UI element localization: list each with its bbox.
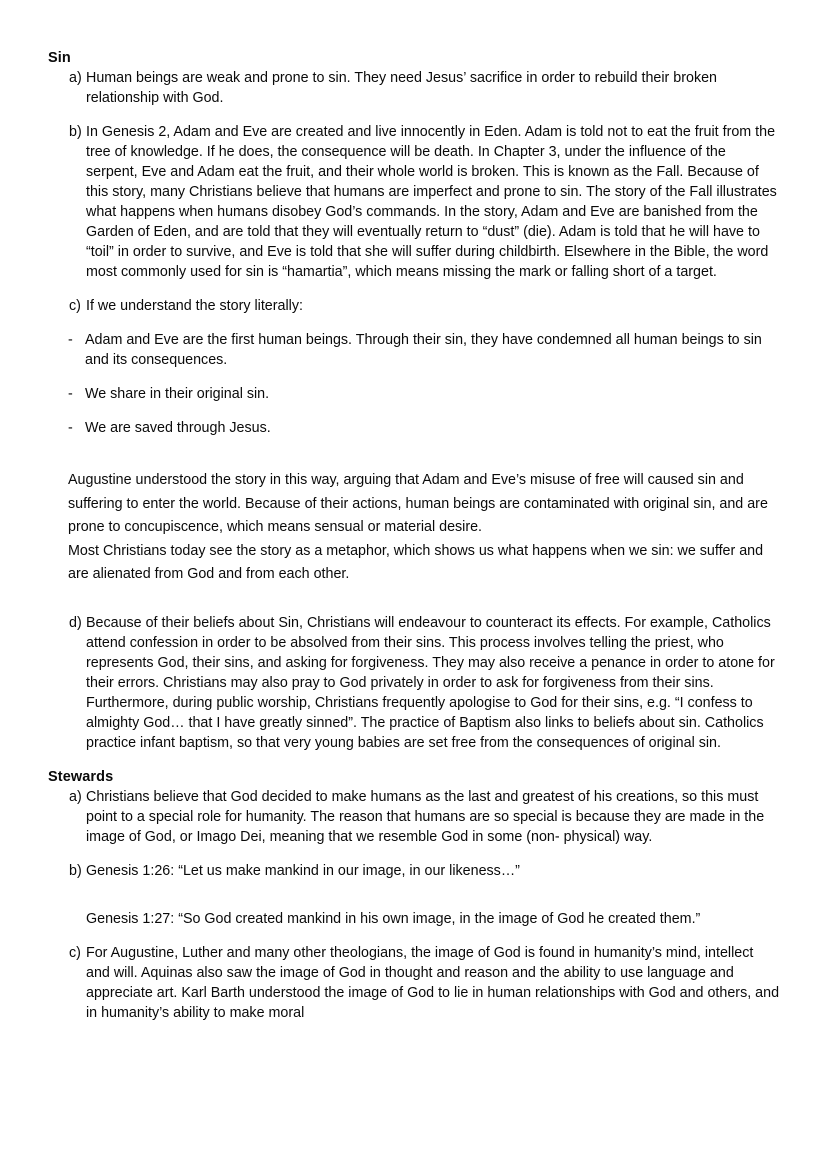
list-item xyxy=(48,943,780,1023)
list-marker: a) xyxy=(69,788,82,805)
list-marker: b) xyxy=(69,124,82,140)
dash-item-text: We share in their original sin. xyxy=(85,386,270,402)
list-marker: d) xyxy=(69,614,82,631)
dash-marker: - xyxy=(68,386,73,402)
list-item xyxy=(48,296,780,316)
dash-list-item xyxy=(48,330,780,370)
section-heading-sin: Sin xyxy=(48,50,71,66)
document-body xyxy=(48,48,780,1023)
paragraph-augustine: Augustine understood the story in this way, arguing that Adam and Eve’s misuse of free will caused sin and suffering to enter the world. Because of their actions, human beings are contaminated with original sin, and are prone to concupiscence, which means sensual or material desire. xyxy=(68,472,768,535)
list-item xyxy=(48,68,780,108)
list-item-text: If we understand the story literally: xyxy=(86,298,303,314)
list-item xyxy=(48,861,780,881)
list-item-text: Human beings are weak and prone to sin. They need Jesus’ sacrifice in order to rebuild their broken relationship with God. xyxy=(86,70,718,106)
list-item-text: Genesis 1:26: “Let us make mankind in our image, in our likeness…” xyxy=(86,862,520,879)
list-marker: c) xyxy=(69,944,81,961)
dash-list-item xyxy=(48,384,780,404)
dash-marker: - xyxy=(68,332,73,348)
paragraph-metaphor: Most Christians today see the story as a metaphor, which shows us what happens when we sin: we suffer and are alienated from God and from each other. xyxy=(68,542,764,582)
paragraph-spacer xyxy=(48,587,780,613)
list-item xyxy=(48,122,780,282)
list-item-text: In Genesis 2, Adam and Eve are created and live innocently in Eden. Adam is told not to eat the fruit from the tree of knowledge. If he does, the consequence will be death. In Chapter 3, under the influence of the serpent, Eve and Adam eat the fruit, and their whole world is broken. This is known as the Fall. Because of this story, many Christians believe that humans are imperfect and prone to sin. The story of the Fall illustrates what happens when humans disobey God’s commands. In the story, Adam and Eve are banished from the Garden of Eden, and are told that they will eventually return to “dust” (die). Adam is told that he will have to “toil” in order to survive, and Eve is told that she will suffer during childbirth. Elsewhere in the Bible, the word most commonly used for sin is “hamartia”, which means missing the mark or falling short of a target. xyxy=(86,124,777,280)
section-heading-stewards: Stewards xyxy=(48,768,114,785)
list-marker: b) xyxy=(69,862,82,879)
list-item-text: Because of their beliefs about Sin, Christians will endeavour to counteract its effects. For example, Catholics attend confession in order to be absolved from their sins. This process involves telling the priest, who represents God, their sins, and asking for forgiveness. They may also receive a penance in order to atone for their errors. Christians may also pray to God privately in order to ask for forgiveness from their sins. Furthermore, during public worship, Christians frequently apologise to God for their sins, e.g. “I confess to almighty God… that I have greatly sinned”. The practice of Baptism also links to beliefs about sin. Catholics practice infant baptism, so that very young babies are set free from the consequences of original sin. xyxy=(86,614,775,751)
dash-marker: - xyxy=(68,420,73,436)
list-item-text: Christians believe that God decided to make humans as the last and greatest of his creations, so this must point to a special role for humanity. The reason that humans are so special is because they are made in the image of God, or Imago Dei, meaning that we resemble God in some (non- physical) way. xyxy=(86,788,765,845)
quote-spacer xyxy=(48,929,780,943)
list-item xyxy=(48,787,780,847)
dash-item-text: Adam and Eve are the first human beings. Through their sin, they have condemned all human beings to sin and its consequences. xyxy=(85,332,762,368)
list-marker: a) xyxy=(69,70,82,86)
paragraph-spacer xyxy=(48,452,780,469)
list-item xyxy=(48,613,780,753)
quote-spacer xyxy=(48,895,780,909)
dash-item-text: We are saved through Jesus. xyxy=(85,420,271,436)
dash-list-item xyxy=(48,418,780,438)
list-item-text: For Augustine, Luther and many other theologians, the image of God is found in humanity’s mind, intellect and will. Aquinas also saw the image of God in thought and reason and the ability to use language and appreciate art. Karl Barth understood the image of God to lie in human relationships with God and others, and in humanity’s ability to make moral xyxy=(86,944,780,1021)
scripture-quote-genesis-127: Genesis 1:27: “So God created mankind in his own image, in the image of God he created them.” xyxy=(86,910,701,927)
list-marker: c) xyxy=(69,298,81,314)
